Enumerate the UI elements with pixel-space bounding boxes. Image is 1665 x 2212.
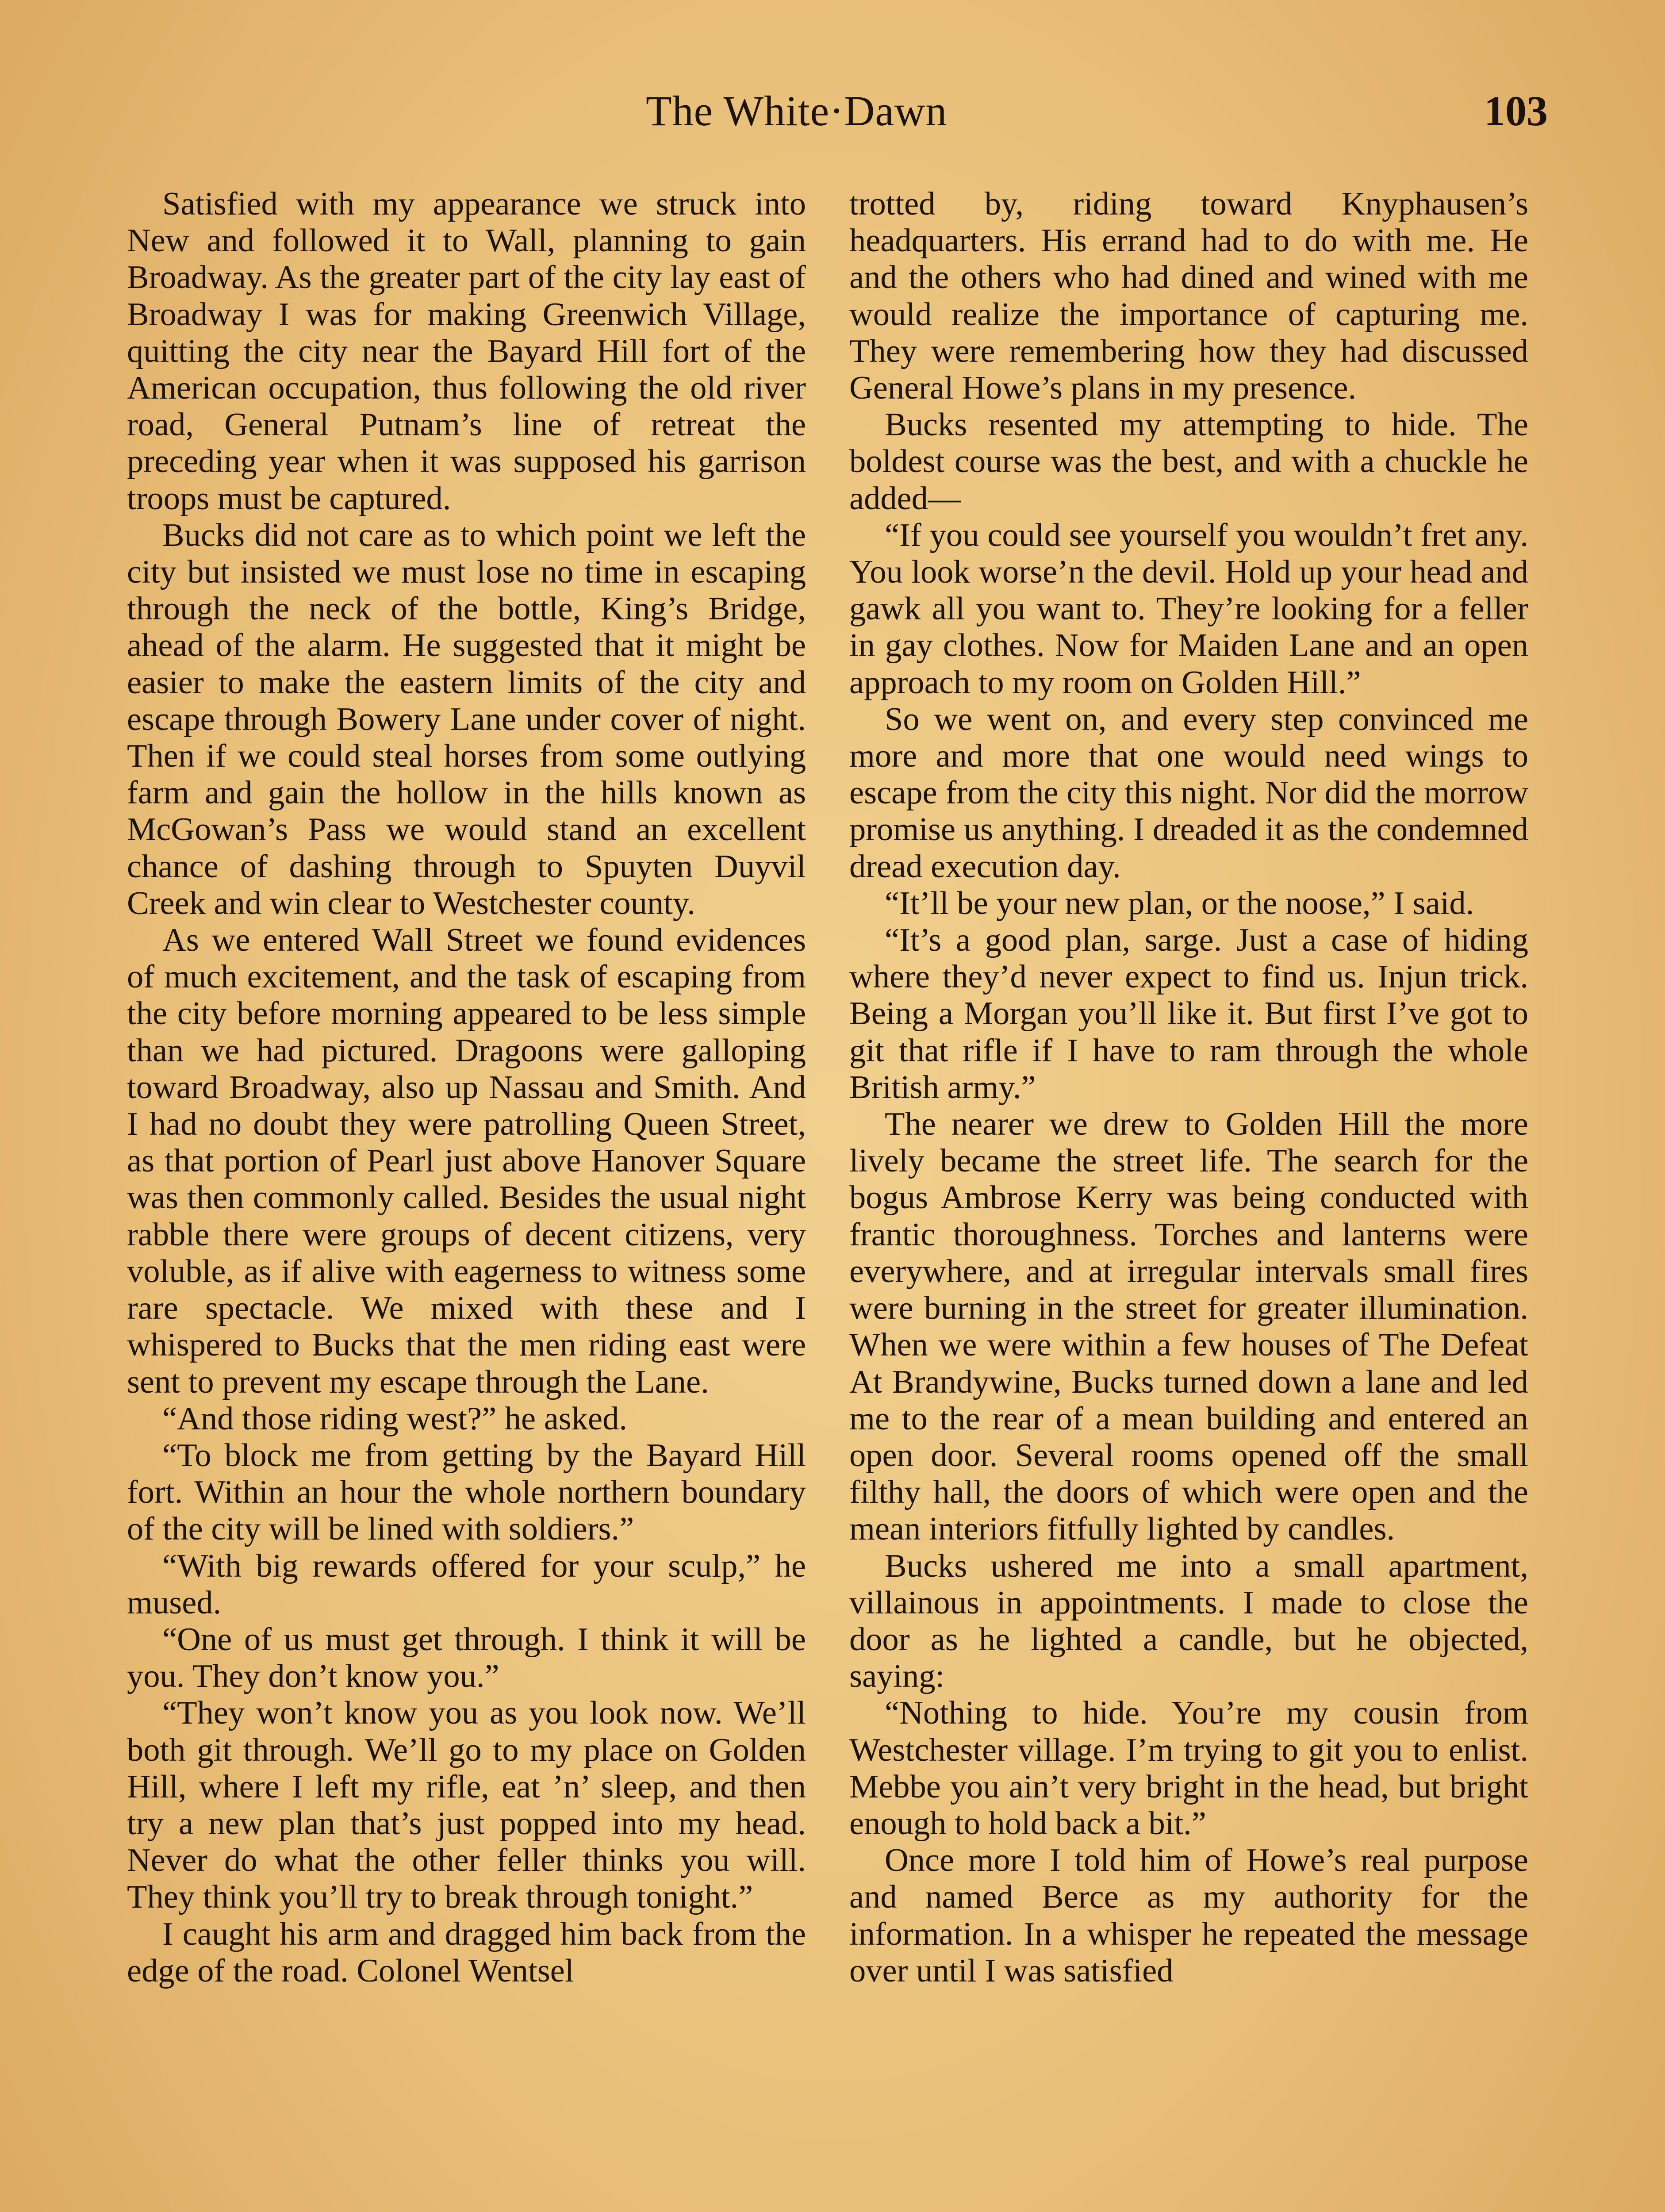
paragraph: Bucks did not care as to which point we left the city but insisted we must lose no time in escaping through the neck of the bottle, King’s Bridge, ahead of the alarm. He suggested that it might be easier to make the eastern limits of the city and escape through Bowery Lane under cover of night. Then if we could steal horses from some outlying farm and gain the hollow in the hills known as McGowan’s Pass we would stand an excellent chance of dashing through to Spuyten Duyvil Creek and win clear to Westchester county.: [127, 517, 806, 922]
paragraph: The nearer we drew to Golden Hill the more lively became the street life. The search for the bogus Ambrose Kerry was being conducted with frantic thoroughness. Torches and lanterns were everywhere, and at irregular intervals small fires were burning in the street for greater illumination. When we were within a few houses of The Defeat At Brandywine, Bucks turned down a lane and led me to the rear of a mean building and entered an open door. Several rooms opened off the small filthy hall, the doors of which were open and the mean interiors fitfully lighted by candles.: [849, 1106, 1528, 1548]
paragraph: “To block me from getting by the Bayard Hill fort. Within an hour the whole northern boundary of the city will be lined with soldiers.”: [127, 1437, 806, 1548]
paragraph: Satisfied with my appearance we struck into New and followed it to Wall, planning to gain Broadway. As the greater part of the city lay east of Broadway I was for making Greenwich Village, quitting the city near the Bayard Hill fort of the American occupation, thus following the old river road, General Putnam’s line of retreat the preceding year when it was supposed his garrison troops must be captured.: [127, 186, 806, 517]
running-title: The White·Dawn: [646, 87, 948, 134]
paragraph: trotted by, riding toward Knyphausen’s headquarters. His errand had to do with me. He and the others who had dined and wined with me would realize the importance of capturing me. They were remembering how they had discussed General Howe’s plans in my presence.: [849, 186, 1528, 407]
paragraph: “They won’t know you as you look now. We’ll both git through. We’ll go to my place on Golden Hill, where I left my rifle, eat ’n’ sleep, and then try a new plan that’s just popped into my head. Never do what the other feller thinks you will. They think you’ll try to break through tonight.”: [127, 1695, 806, 1916]
paragraph: Bucks resented my attempting to hide. The boldest course was the best, and with a chuckle he added—: [849, 407, 1528, 517]
paragraph: “And those riding west?” he asked.: [162, 1400, 627, 1437]
paragraph: “With big rewards offered for your sculp,” he mused.: [127, 1548, 806, 1621]
page-number: 103: [1484, 87, 1548, 134]
paragraph: So we went on, and every step convinced me more and more that one would need wings to escape from the city this night. Nor did the morrow promise us anything. I dreaded it as the condemned dread execution day.: [849, 701, 1528, 885]
paragraph: I caught his arm and dragged him back from the edge of the road. Colonel Wentsel: [127, 1916, 806, 1989]
right-column: [849, 186, 1528, 1989]
paragraph: Once more I told him of Howe’s real purpose and named Berce as my authority for the information. In a whisper he repeated the message over until I was satisfied: [849, 1842, 1528, 1989]
page-header: [0, 86, 1665, 148]
paragraph: “It’s a good plan, sarge. Just a case of hiding where they’d never expect to find us. Injun trick. Being a Morgan you’ll like it. But first I’ve got to git that rifle if I have to ram through the whole British army.”: [849, 922, 1528, 1106]
paragraph: “If you could see yourself you wouldn’t fret any. You look worse’n the devil. Hold up your head and gawk all you want to. They’re looking for a feller in gay clothes. Now for Maiden Lane and an open approach to my room on Golden Hill.”: [849, 517, 1528, 701]
left-column: [127, 186, 806, 1989]
paragraph: As we entered Wall Street we found evidences of much excitement, and the task of escaping from the city before morning appeared to be less simple than we had pictured. Dragoons were galloping toward Broadway, also up Nassau and Smith. And I had no doubt they were patrolling Queen Street, as that portion of Pearl just above Hanover Square was then commonly called. Besides the usual night rabble there were groups of decent citizens, very voluble, as if alive with eagerness to witness some rare spectacle. We mixed with these and I whispered to Bucks that the men riding east were sent to prevent my escape through the Lane.: [127, 922, 806, 1400]
paragraph: “One of us must get through. I think it will be you. They don’t know you.”: [127, 1621, 806, 1695]
paragraph: “It’ll be your new plan, or the noose,” I said.: [885, 885, 1474, 922]
paragraph: “Nothing to hide. You’re my cousin from Westchester village. I’m trying to git you to enlist. Mebbe you ain’t very bright in the head, but bright enough to hold back a bit.”: [849, 1695, 1528, 1842]
paragraph: Bucks ushered me into a small apartment, villainous in appointments. I made to close the door as he lighted a candle, but he objected, saying:: [849, 1548, 1528, 1695]
